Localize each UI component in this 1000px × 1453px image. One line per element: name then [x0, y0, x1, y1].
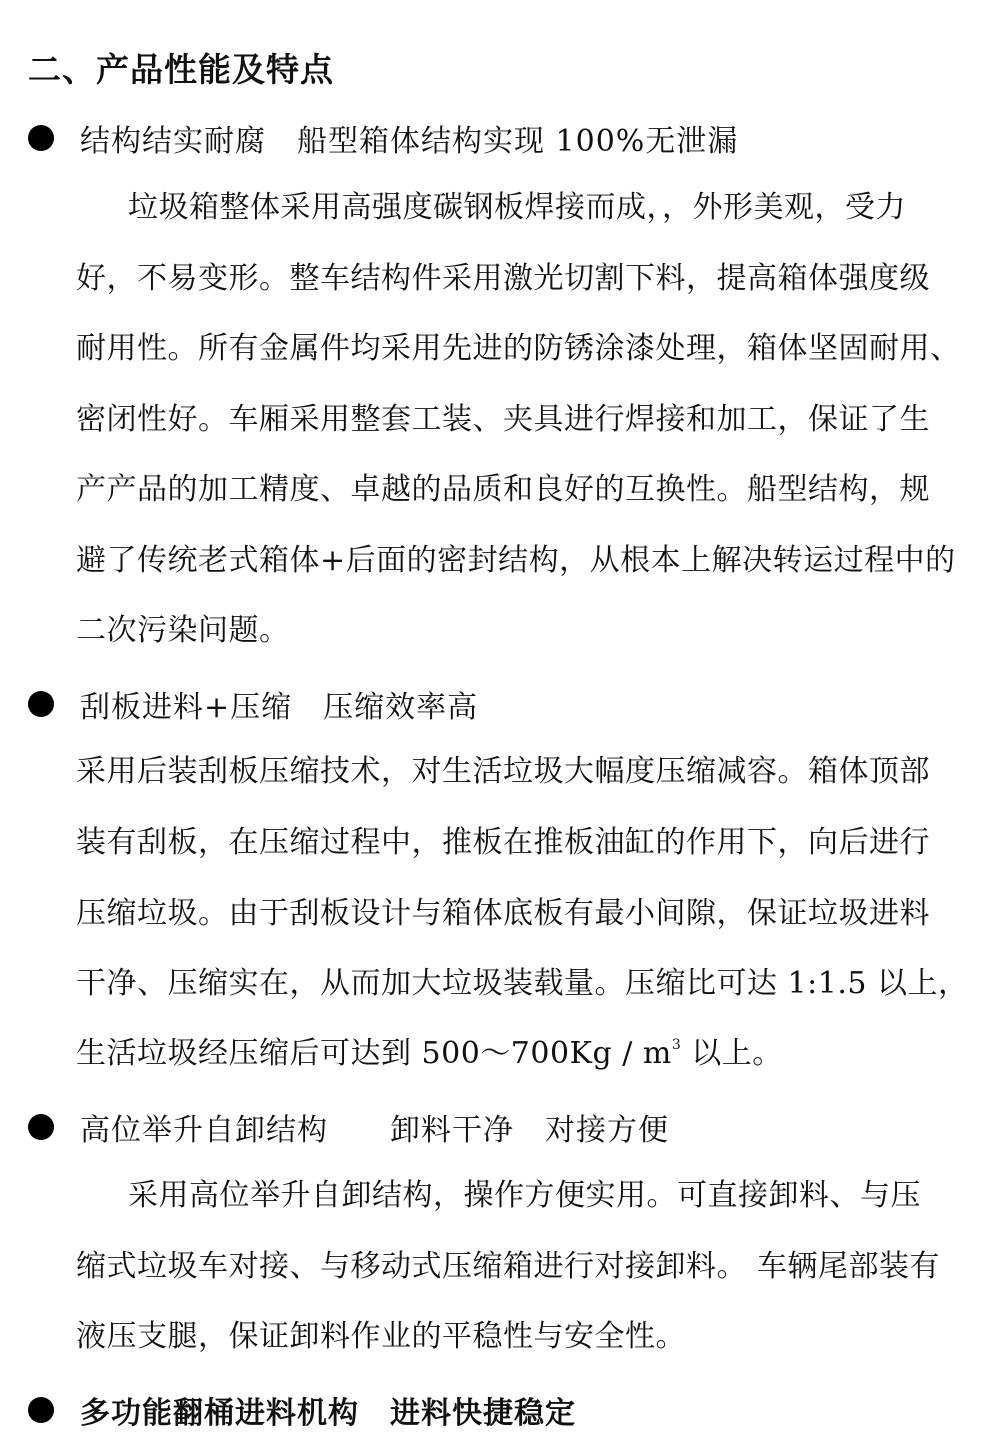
- feature-heading-compression: [28, 682, 478, 726]
- line-text: 生活垃圾经压缩后可达到 500～700Kg / m: [76, 1036, 672, 1071]
- paragraph-line: 好，不易变形。整车结构件采用激光切割下料，提高箱体强度级: [76, 261, 930, 296]
- bullet-icon: [28, 1397, 54, 1423]
- feature-heading-structure: [28, 116, 738, 160]
- feature-title: 刮板进料+压缩 压缩效率高: [80, 690, 479, 725]
- paragraph-line: 密闭性好。车厢采用整套工装、夹具进行焊接和加工，保证了生: [76, 402, 930, 437]
- paragraph-line: 缩式垃圾车对接、与移动式压缩箱进行对接卸料。 车辆尾部装有: [76, 1249, 941, 1284]
- bullet-icon: [28, 691, 54, 717]
- paragraph-line: 避了传统老式箱体+后面的密封结构，从根本上解决转运过程中的: [76, 543, 956, 578]
- paragraph-line: 采用后装刮板压缩技术，对生活垃圾大幅度压缩减容。箱体顶部: [76, 754, 930, 789]
- paragraph-line: 干净、压缩实在，从而加大垃圾装载量。压缩比可达 1:1.5 以上，: [76, 966, 969, 1001]
- feature-title: 高位举升自卸结构 卸料干净 对接方便: [80, 1113, 669, 1148]
- paragraph-line: 装有刮板，在压缩过程中，推板在推板油缸的作用下，向后进行: [76, 825, 930, 860]
- feature-heading-bin-tipper: [28, 1388, 576, 1432]
- paragraph-line: 液压支腿，保证卸料作业的平稳性与安全性。: [76, 1319, 686, 1354]
- superscript-cube: 3: [671, 1037, 682, 1053]
- feature-title: 结构结实耐腐 船型箱体结构实现 100%无泄漏: [80, 124, 739, 159]
- paragraph-line: 耐用性。所有金属件均采用先进的防锈涂漆处理，箱体坚固耐用、: [76, 331, 961, 366]
- bullet-icon: [28, 1114, 54, 1140]
- paragraph-line: 采用高位举升自卸结构，操作方便实用。可直接卸料、与压: [128, 1178, 921, 1213]
- section-title: 二、产品性能及特点: [28, 50, 334, 89]
- paragraph-line: 二次污染问题。: [76, 613, 290, 648]
- paragraph-line: 产产品的加工精度、卓越的品质和良好的互换性。船型结构，规: [76, 472, 930, 507]
- feature-title: 多功能翻桶进料机构 进料快捷稳定: [80, 1396, 576, 1431]
- paragraph-line: 压缩垃圾。由于刮板设计与箱体底板有最小间隙，保证垃圾进料: [76, 896, 930, 931]
- line-text: 以上。: [681, 1036, 783, 1071]
- bullet-icon: [28, 125, 54, 151]
- feature-heading-lift: [28, 1105, 669, 1149]
- paragraph-line-with-unit: [76, 1032, 783, 1076]
- paragraph-line: 垃圾箱整体采用高强度碳钢板焊接而成，，外形美观，受力: [128, 190, 906, 225]
